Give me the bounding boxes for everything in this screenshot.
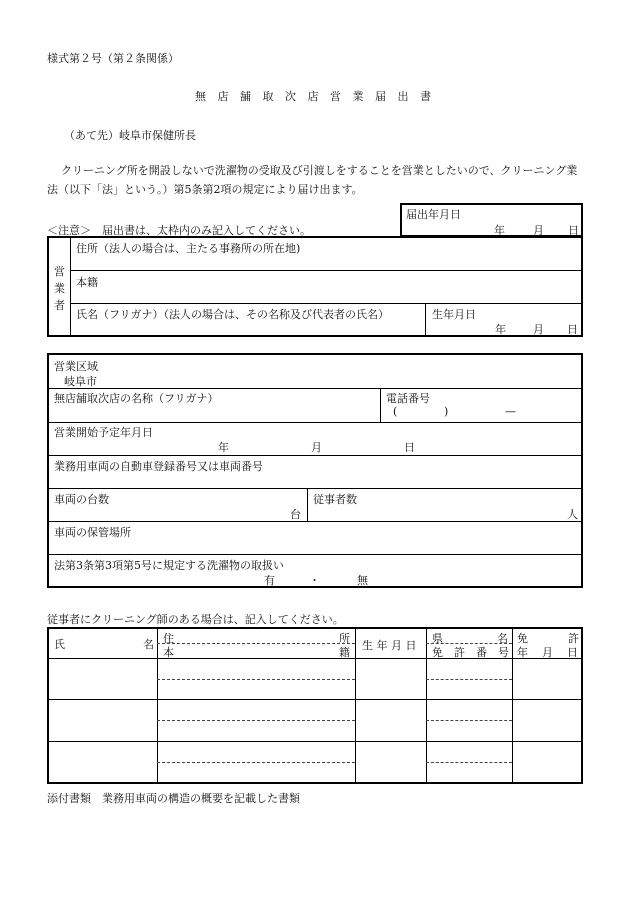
side-label-3: 者 bbox=[54, 299, 65, 312]
vehicle-count-label: 車両の台数 bbox=[54, 493, 109, 506]
attachment-note: 添付書類 業務用車両の構造の概要を記載した書類 bbox=[47, 792, 300, 805]
vehicle-storage-label: 車両の保管場所 bbox=[54, 526, 131, 539]
start-day-label: 日 bbox=[404, 441, 415, 454]
side-label-2: 業 bbox=[54, 282, 65, 295]
col-prefecture-1: 県 bbox=[432, 632, 443, 645]
submission-date-box[interactable] bbox=[400, 203, 583, 237]
submission-month-label: 月 bbox=[533, 224, 544, 237]
name-label: 氏名（フリガナ）（法人の場合は、その名称及び代表者の氏名） bbox=[76, 308, 389, 321]
document-title: 無 店 舗 取 次 店 営 業 届 出 書 bbox=[195, 90, 435, 103]
form-number: 様式第２号（第２条関係） bbox=[47, 52, 179, 65]
address-label: 住所（法人の場合は、主たる事務所の所在地) bbox=[76, 242, 301, 255]
start-date-label: 営業開始予定年月日 bbox=[54, 426, 153, 439]
shop-name-label: 無店舗取次店の名称（フリガナ） bbox=[54, 392, 219, 405]
col-name-2: 名 bbox=[143, 638, 154, 651]
row-1-license-divider bbox=[426, 679, 512, 680]
phone-open-paren: ( bbox=[393, 405, 398, 418]
vehicle-registration-label: 業務用車両の自動車登録番号又は車両番号 bbox=[54, 460, 263, 473]
row-1-address-divider bbox=[157, 679, 355, 680]
col-prefecture-2: 名 bbox=[497, 632, 508, 645]
row-2-license-divider bbox=[426, 720, 512, 721]
submission-year-label: 年 bbox=[494, 224, 505, 237]
business-operator-section bbox=[47, 236, 583, 337]
col-domicile-2: 籍 bbox=[339, 646, 350, 659]
laundry-handling-label: 法第3条第3項第5号に規定する洗濯物の取扱い bbox=[54, 559, 284, 572]
area-label: 営業区域 bbox=[54, 360, 98, 373]
phone-label: 電話番号 bbox=[386, 392, 430, 405]
phone-close-paren: ) bbox=[444, 405, 449, 418]
col-license-year: 年 bbox=[517, 646, 528, 659]
col-license-number: 免 許 番 号 bbox=[432, 646, 509, 659]
vehicle-count-unit: 台 bbox=[290, 508, 301, 521]
col-birth-date: 生 年 月 日 bbox=[362, 639, 417, 652]
start-month-label: 月 bbox=[311, 441, 322, 454]
col-name-1: 氏 bbox=[54, 638, 65, 651]
birth-day-label: 日 bbox=[567, 323, 578, 336]
shop-info-section bbox=[47, 353, 583, 588]
area-value: 岐阜市 bbox=[64, 375, 97, 388]
employees-caption: 従事者にクリーニング師のある場合は、記入してください。 bbox=[47, 613, 344, 626]
note-text: ＜注意＞ 届出書は、太枠内のみ記入してください。 bbox=[47, 224, 311, 237]
col-address-2: 所 bbox=[339, 632, 350, 645]
col-license-day: 日 bbox=[567, 646, 578, 659]
domicile-label: 本籍 bbox=[76, 276, 98, 289]
side-label-1: 営 bbox=[54, 265, 65, 278]
staff-count-label: 従事者数 bbox=[313, 493, 357, 506]
addressee: （あて先）岐阜市保健所長 bbox=[64, 129, 196, 142]
col-domicile-1: 本 bbox=[163, 646, 174, 659]
birth-date-label: 生年月日 bbox=[432, 308, 476, 321]
staff-count-unit: 人 bbox=[567, 508, 578, 521]
row-3-address-divider bbox=[157, 762, 355, 763]
submission-date-label: 届出年月日 bbox=[406, 208, 461, 221]
row-3-license-divider bbox=[426, 762, 512, 763]
handling-yes[interactable]: 有 bbox=[264, 574, 275, 587]
handling-no[interactable]: 無 bbox=[357, 574, 368, 587]
employees-table bbox=[47, 627, 583, 784]
col-license-month: 月 bbox=[542, 646, 553, 659]
handling-separator: ・ bbox=[309, 574, 320, 587]
row-2-address-divider bbox=[157, 720, 355, 721]
submission-day-label: 日 bbox=[568, 224, 579, 237]
col-address-1: 住 bbox=[163, 632, 174, 645]
birth-year-label: 年 bbox=[495, 323, 506, 336]
intro-text: クリーニング所を開設しないで洗濯物の受取及び引渡しをすることを営業としたいので、クリーニング業法（以下「法」という。）第5条第2項の規定により届け出ます。 bbox=[47, 164, 578, 196]
birth-month-label: 月 bbox=[533, 323, 544, 336]
phone-dash: — bbox=[505, 405, 516, 418]
start-year-label: 年 bbox=[218, 441, 229, 454]
col-license-1: 免 bbox=[517, 632, 528, 645]
col-license-2: 許 bbox=[568, 632, 579, 645]
